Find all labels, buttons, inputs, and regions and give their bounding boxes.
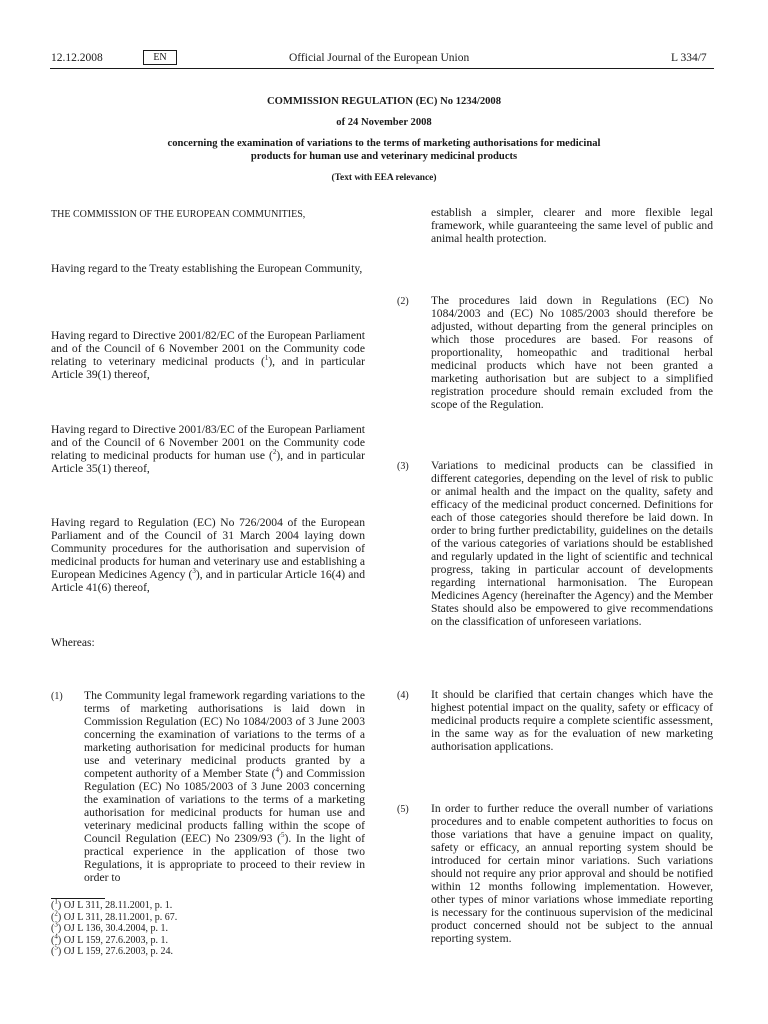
regulation-title: COMMISSION REGULATION (EC) No 1234/2008 [266,96,502,107]
regulation-date: of 24 November 2008 [336,117,432,128]
recital-number: (5) [397,804,409,815]
recital-number: (3) [397,461,409,472]
citation-regulation-726-2004: Having regard to Regulation (EC) No 726/2004 of the European Parliament and of the Council of 31 March 2004 laying down Community procedures for the authorisation and supervision of medicinal products for human and veterinary use and establishing a European Medicines Agency ($^3$), and in particular Article 16(4) and Article 41(6) thereof, [51,516,366,594]
footnote-ref: 5 [281,831,285,840]
recital-1-continued: establish a simpler, clearer and more flexible legal framework, while guaranteeing the same level of public and animal health protection. [431,206,713,245]
footnote-item: ($^5$) OJ L 159, 27.6.2003, p. 24. [51,944,174,958]
citation-treaty: Having regard to the Treaty establishing the European Community, [51,262,363,275]
eea-relevance: (Text with EEA relevance) [331,173,437,183]
footnote-ref: 4 [275,766,280,775]
footnote-item: ($^2$) OJ L 311, 28.11.2001, p. 67. [51,909,178,923]
regulation-subject-line2: products for human use and veterinary medicinal products [250,151,518,162]
recital-3: Variations to medicinal products can be classified in different categories, depending on the level of risk to public or animal health and the impact on the quality, safety and efficacy of the medicinal product concerned. Definitions for each of those categories should therefore be laid down. In order to bring further predictability, guidelines on the details of the various categories of variations should be established and regularly updated in the light of scientific and technical progress, taking in particular account of developments regarding international harmonisation. The European Medicines Agency (hereinafter the Agency) and the Member States should also be empowered to give recommendations on the classification of unforeseen variations. [431,459,713,628]
recital-4: It should be clarified that certain changes which have the highest potential impact on the quality, safety or efficacy of medicinal products require a complete scientific assessment, in the same way as for the evaluation of new marketing authorisation applications. [431,688,713,753]
citation-directive-2001-82: Having regard to Directive 2001/82/EC of the European Parliament and of the Council of 6 November 2001 on the Community code relating to veterinary medicinal products ($^1$), and in particular Article 39(1) thereof, [51,329,365,381]
citation-directive-2001-83: Having regard to Directive 2001/83/EC of the European Parliament and of the Council of 6 November 2001 on the Community code relating to medicinal products for human use ($^2$), and in particular Article 35(1) thereof, [51,423,365,475]
recital-1: The Community legal framework regarding variations to the terms of marketing authorisations is laid down in Commission Regulation (EC) No 1084/2003 of 3 June 2003 concerning the examination of variations to the terms of a marketing authorisation for medicinal products for human use and veterinary medicinal products granted by a competent authority of a Member State ($^4$) and Commission Regulation (EC) No 1085/2003 of 3 June 2003 concerning the examination of variations to the terms of a marketing authorisation for medicinal products for human use and veterinary medicinal products falling within the scope of Council Regulation (EEC) No 2309/93 ($^5$). In the light of practical experience in the application of those two Regulations, it is appropriate to proceed to their review in order to [84,689,365,884]
journal-name: Official Journal of the European Union [289,52,470,64]
whereas-heading: Whereas: [51,636,95,649]
recital-number: (4) [397,690,409,701]
page-reference: L 334/7 [671,52,707,64]
footnote-item: ($^3$) OJ L 136, 30.4.2004, p. 1. [51,920,169,935]
language-badge: EN [143,50,177,65]
footnotes [51,897,178,958]
publication-date: 12.12.2008 [51,52,103,64]
footnote-item: ($^1$) OJ L 311, 28.11.2001, p. 1. [51,897,173,911]
regulation-subject-line1: concerning the examination of variations to the terms of marketing authorisations for medicinal [167,138,601,149]
footnote-rule [51,898,105,899]
recital-number: (1) [51,691,63,702]
footnote-ref: 1 [264,354,269,363]
recital-number: (2) [397,296,409,307]
recital-5: In order to further reduce the overall number of variations procedures and to enable competent authorities to focus on those variations that have a genuine impact on quality, safety or efficacy, an annual reporting system should be introduced for certain minor variations. Such variations should not require any prior approval and should be notified within 12 months following implementation. However, other types of minor variations whose immediate reporting is necessary for the continuous supervision of the medicinal product concerned should not be subject to the annual reporting system. [431,802,713,945]
footnote-item: ($^4$) OJ L 159, 27.6.2003, p. 1. [51,932,169,946]
footnote-ref: 3 [192,567,196,576]
header-rule [50,68,714,69]
commission-heading: THE COMMISSION OF THE EUROPEAN COMMUNITIES, [51,209,306,220]
footnote-ref: 2 [272,448,277,457]
recital-2: The procedures laid down in Regulations (EC) No 1084/2003 and (EC) No 1085/2003 should therefore be adjusted, without departing from the general principles on which those procedures are based. For reasons of proportionality, homeopathic and traditional herbal medicinal products which have not been granted a marketing authorisation but are subject to a simplified registration procedure should remain excluded from the scope of the Regulation. [431,294,713,411]
